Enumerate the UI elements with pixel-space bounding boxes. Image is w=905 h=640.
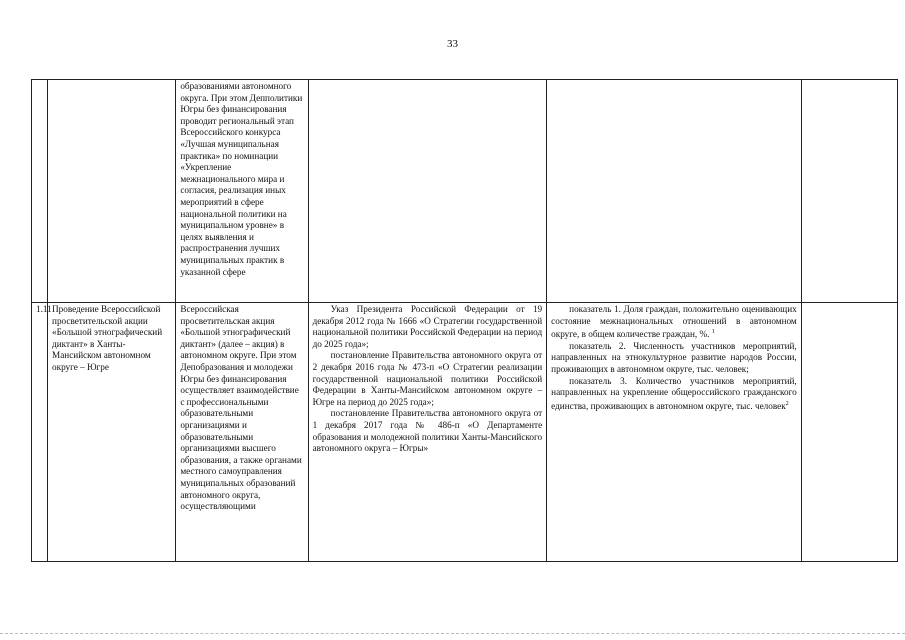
table-row [32, 80, 898, 303]
measures-table [31, 79, 898, 562]
legal-document-item: Указ Президента Российской Федерации от 19 декабря 2012 года № 1666 «О Стратегии государственной национальной политики Российской Федерации на период до 2025 года»; [312, 304, 543, 349]
legal-document-item: постановление Правительства автономного округа от 2 декабря 2016 года № 473-п «О Стратегии реализации государственной национальной политики Российской Федерации в Ханты-Мансийском автономном округе – Югре на период до 2025 года»; [312, 350, 543, 407]
legal-documents-cell [308, 303, 547, 562]
indicator-text: показатель 1. Доля граждан, положительно оценивающих состояние межнациональных отношений в автономном округе, в общем количестве граждан, %. [551, 304, 797, 340]
legal-document-item: постановление Правительства автономного округа от 1 декабря 2017 года № 486-п «О Департаменте образования и молодежной политики Ханты-Мансийского автономного округа – Югры» [312, 408, 543, 454]
measure-name-cell [48, 80, 176, 303]
row-number-cell [32, 80, 48, 303]
table-row [32, 303, 898, 562]
empty-cell [801, 303, 897, 562]
footnote-mark: 1 [711, 329, 715, 336]
indicators-cell [547, 80, 802, 303]
measure-description-cell: образованиями автономного округа. При этом Депполитики Югры без финансирования проводит региональный этап Всероссийского конкурса «Лучшая муниципальная практика» по номинации «Укрепление межнационального мира и согласия, реализация иных мероприятий в сфере национальной политики на муниципальном уровне» в целях выявления и распространения лучших муниципальных практик в указанной сфере [176, 80, 308, 303]
legal-documents-cell [308, 80, 547, 303]
indicator-item [551, 376, 797, 413]
indicator-text: показатель 3. Количество участников мероприятий, направленных на укрепление общероссийского гражданского единства, проживающих в автономном округе, тыс. человек [551, 375, 797, 411]
measure-description-cell: Всероссийская просветительская акция «Большой этнографический диктант» (далее – акция) в автономном округе. При этом Депобразования и молодежи Югры без финансирования осуществляет взаимодействие с профессиональными образовательными организациями и образовательными организациями высшего образования, а также органами местного самоуправления муниципальных образований автономного округа, осуществляющими [176, 303, 308, 562]
indicators-cell [547, 303, 802, 562]
indicator-item [551, 304, 797, 341]
page-number: 33 [447, 38, 458, 50]
row-number-cell: 1.11 [32, 303, 48, 562]
footnote-mark: 2 [785, 400, 789, 407]
measure-name-cell: Проведение Всероссийской просветительской акции «Большой этнографический диктант» в Ханты-Мансийском автономном округе – Югре [48, 303, 176, 562]
empty-cell [801, 80, 897, 303]
indicator-item: показатель 2. Численность участников мероприятий, направленных на этнокультурное развитие народов России, проживающих в автономном округе, тыс. человек; [551, 340, 797, 375]
scan-edge-line [0, 633, 905, 634]
